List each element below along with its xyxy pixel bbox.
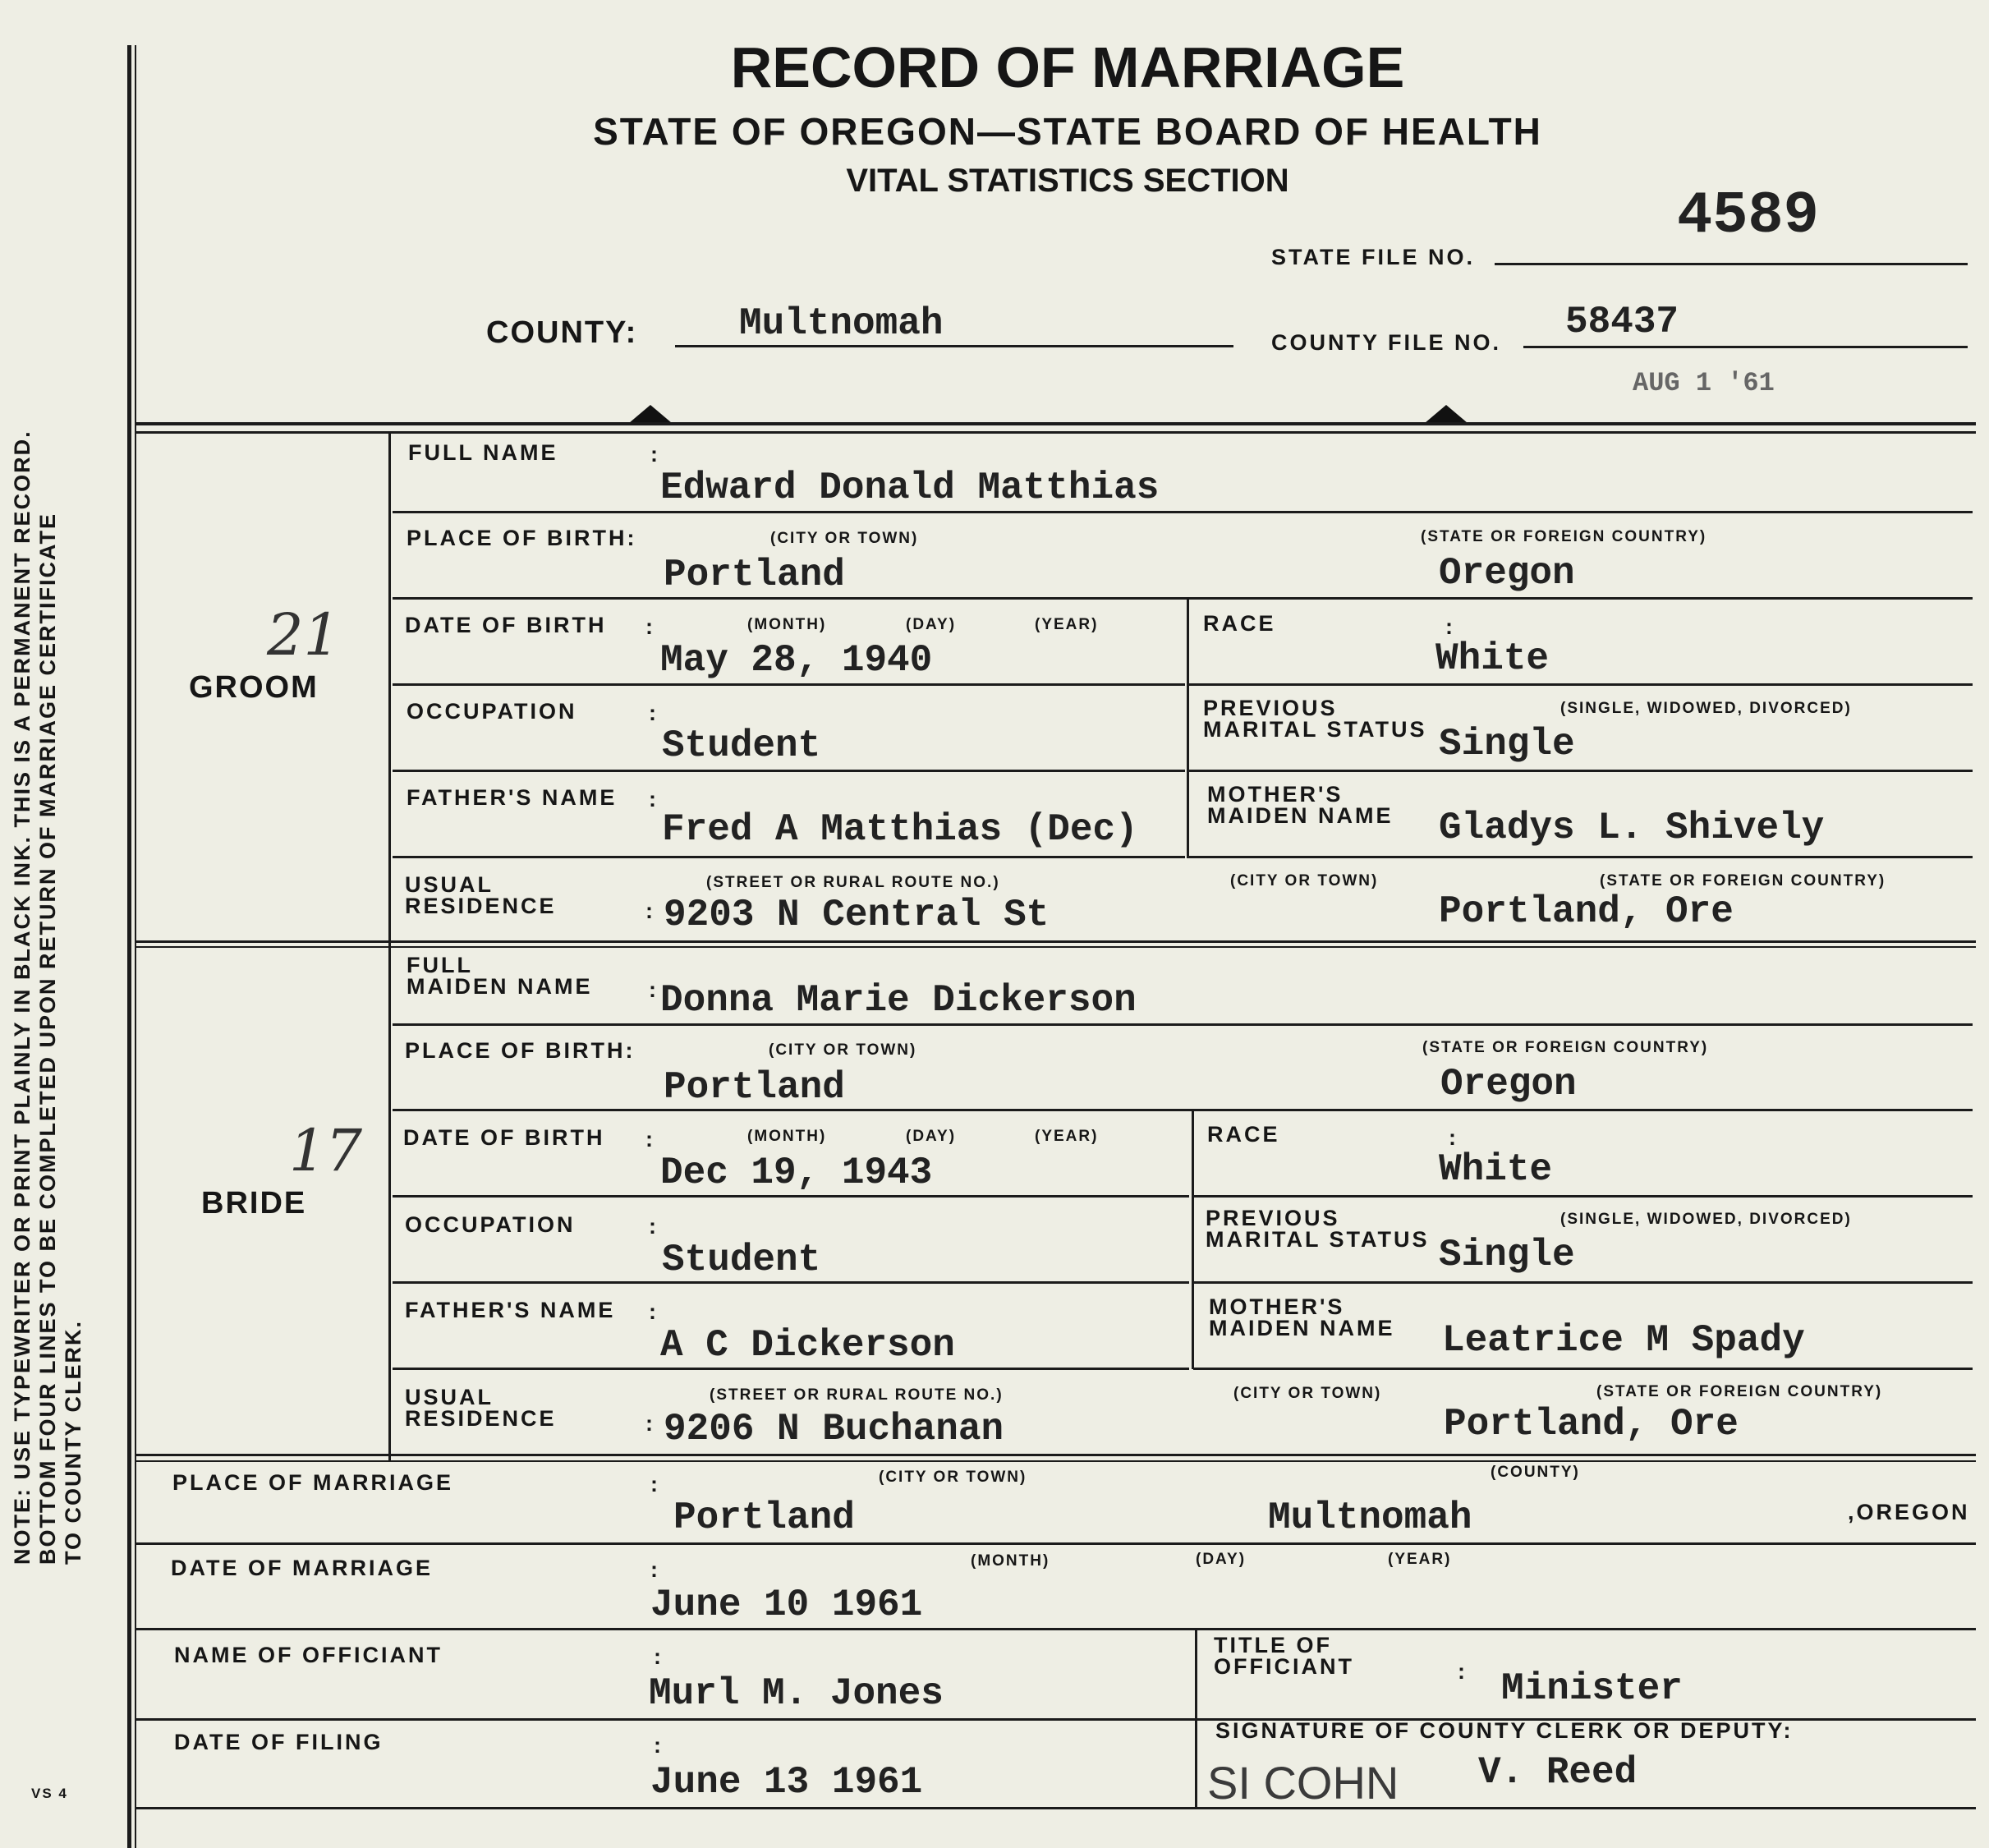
groom-mother-label: MAIDEN NAME <box>1207 803 1394 828</box>
alignment-marker-right <box>1425 405 1468 423</box>
groom-race-label: RACE <box>1203 611 1276 636</box>
bride-date-of-birth-label: DATE OF BIRTH <box>403 1125 605 1150</box>
bride-occupation: Student <box>662 1239 821 1281</box>
side-note <box>10 430 86 1565</box>
bride-race-label: RACE <box>1207 1122 1280 1147</box>
bride-date-of-birth: Dec 19, 1943 <box>660 1152 933 1194</box>
groom-birth-state: Oregon <box>1439 552 1575 595</box>
county-label: COUNTY: <box>486 315 638 350</box>
side-note-line-1: NOTE: USE TYPEWRITER OR PRINT PLAINLY IN BLACK INK. THIS IS A PERMANENT RECORD. <box>10 430 34 1565</box>
bride-full-name: Donna Marie Dickerson <box>660 979 1137 1022</box>
groom-birth-city: Portland <box>664 554 845 596</box>
bride-marital-status-label: MARITAL STATUS <box>1206 1227 1430 1252</box>
groom-mother-name: Gladys L. Shively <box>1439 807 1825 849</box>
bride-residence-label: RESIDENCE <box>405 1406 557 1431</box>
bride-father-name: A C Dickerson <box>660 1324 955 1367</box>
date-of-marriage-label: DATE OF MARRIAGE <box>171 1556 433 1580</box>
groom-full-name: Edward Donald Matthias <box>660 467 1160 509</box>
groom-marital-status: Single <box>1439 723 1575 765</box>
groom-date-of-birth: May 28, 1940 <box>660 639 933 682</box>
clerk-stamp: SI COHN <box>1207 1757 1399 1809</box>
date-of-filing-label: DATE OF FILING <box>174 1730 384 1754</box>
left-margin-rule <box>127 45 131 1848</box>
officiant-title: Minister <box>1501 1667 1683 1710</box>
groom-occupation: Student <box>662 724 821 767</box>
groom-residence-label: RESIDENCE <box>405 894 557 918</box>
bride-mother-name: Leatrice M Spady <box>1442 1319 1805 1362</box>
marriage-date: June 10 1961 <box>650 1584 923 1626</box>
officiant-name: Murl M. Jones <box>649 1672 944 1715</box>
officiant-name-label: NAME OF OFFICIANT <box>174 1643 443 1667</box>
groom-father-label: FATHER'S NAME <box>407 785 618 810</box>
form-subtitle: STATE OF OREGON—STATE BOARD OF HEALTH <box>593 110 1542 153</box>
form-title: RECORD OF MARRIAGE <box>730 35 1405 99</box>
bride-age-handwritten: 17 <box>289 1117 363 1184</box>
county-value: Multnomah <box>739 302 944 345</box>
groom-full-name-label: FULL NAME <box>408 440 558 465</box>
officiant-title-label: OFFICIANT <box>1214 1654 1354 1679</box>
groom-father-name: Fred A Matthias (Dec) <box>662 808 1138 851</box>
groom-marital-status-label: MARITAL STATUS <box>1203 717 1427 742</box>
county-file-label: COUNTY FILE NO. <box>1271 330 1502 355</box>
state-file-label: STATE FILE NO. <box>1271 245 1475 269</box>
groom-street: 9203 N Central St <box>664 894 1050 936</box>
bride-occupation-label: OCCUPATION <box>405 1212 576 1237</box>
bride-father-label: FATHER'S NAME <box>405 1298 616 1322</box>
bride-street: 9206 N Buchanan <box>664 1408 1004 1450</box>
oregon-label: ,OREGON <box>1848 1500 1970 1524</box>
bride-label: BRIDE <box>201 1186 307 1221</box>
groom-label: GROOM <box>189 670 319 705</box>
bride-birth-state: Oregon <box>1440 1063 1577 1106</box>
side-note-line-2: BOTTOM FOUR LINES TO BE COMPLETED UPON RETURN OF MARRIAGE CERTIFICATE <box>35 512 60 1565</box>
filing-date: June 13 1961 <box>650 1761 923 1804</box>
clerk-signature-label: SIGNATURE OF COUNTY CLERK OR DEPUTY: <box>1215 1718 1794 1743</box>
groom-date-of-birth-label: DATE OF BIRTH <box>405 613 607 637</box>
groom-race: White <box>1435 637 1550 680</box>
bride-residence-city-state: Portland, Ore <box>1444 1403 1739 1446</box>
bride-race: White <box>1439 1148 1553 1191</box>
bride-birth-city: Portland <box>664 1066 845 1109</box>
marriage-county: Multnomah <box>1268 1496 1472 1539</box>
received-stamp: AUG 1 '61 <box>1633 368 1775 398</box>
form-section: VITAL STATISTICS SECTION <box>846 163 1289 199</box>
form-code: VS 4 <box>31 1786 68 1801</box>
alignment-marker-left <box>629 405 672 423</box>
state-file-number: 4589 <box>1677 182 1819 250</box>
groom-residence-city-state: Portland, Ore <box>1439 890 1734 933</box>
groom-place-of-birth-label: PLACE OF BIRTH: <box>407 526 637 550</box>
marriage-city: Portland <box>673 1496 855 1539</box>
side-note-line-3: TO COUNTY CLERK. <box>61 1319 85 1565</box>
bride-mother-label: MAIDEN NAME <box>1209 1316 1395 1340</box>
bride-marital-status: Single <box>1439 1234 1575 1276</box>
bride-full-name-label: MAIDEN NAME <box>407 974 593 999</box>
place-of-marriage-label: PLACE OF MARRIAGE <box>172 1470 454 1495</box>
bride-place-of-birth-label: PLACE OF BIRTH: <box>405 1038 636 1063</box>
county-file-number: 58437 <box>1565 301 1679 343</box>
groom-age-handwritten: 21 <box>267 601 341 669</box>
groom-occupation-label: OCCUPATION <box>407 699 577 724</box>
clerk-signature: V. Reed <box>1478 1751 1638 1794</box>
